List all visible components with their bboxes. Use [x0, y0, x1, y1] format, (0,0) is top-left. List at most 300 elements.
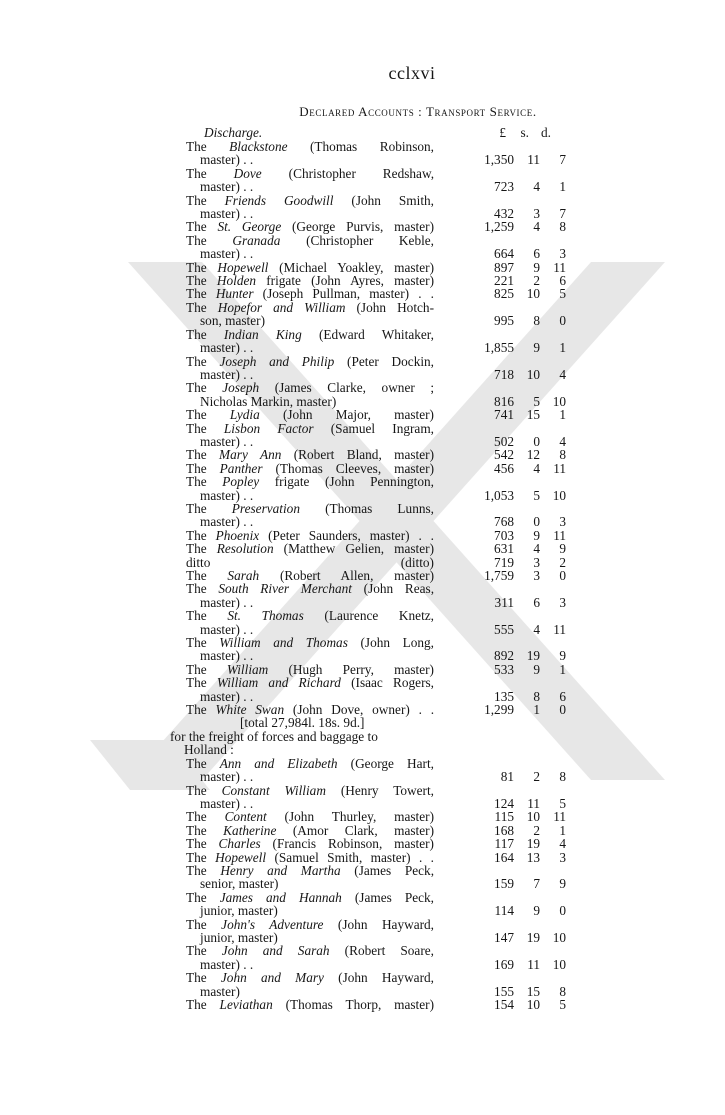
pounds-value: 542: [494, 447, 514, 463]
account-entry: [186, 636, 571, 663]
running-head: Declared Accounts : Transport Service.: [299, 104, 537, 119]
account-entry: [186, 328, 571, 355]
entry-detail: (Samuel Ingram,: [330, 420, 434, 436]
pence-value: 9: [559, 541, 566, 557]
account-entry: [186, 422, 571, 449]
account-entry: [186, 355, 571, 382]
entry-prefix: The: [186, 474, 207, 490]
entry-continuation: master) . .: [200, 152, 254, 168]
entry-detail: (John Smith,: [351, 192, 434, 208]
entry-description: [186, 529, 434, 542]
entry-description: [186, 220, 434, 233]
entry-detail: (John Hayward,: [338, 970, 434, 986]
entry-continuation: master) . .: [200, 621, 254, 637]
account-entry: [186, 381, 571, 408]
entry-detail: (James Peck,: [354, 889, 435, 905]
entry-amount: [434, 368, 571, 381]
pounds-value: 1,855: [484, 340, 514, 356]
entry-description: [186, 837, 434, 850]
entry-description: [186, 542, 434, 555]
entry-detail: (Peter Dockin,: [347, 353, 435, 369]
pounds-value: 1,299: [484, 702, 514, 718]
entry-prefix: The: [186, 661, 207, 677]
ship-name: White Swan: [215, 702, 285, 718]
entry-amount: [434, 287, 571, 300]
column-headers: [186, 126, 571, 140]
entry-detail: (Hugh Perry, master): [288, 661, 434, 677]
shillings-value: 4: [533, 179, 540, 195]
shillings-value: 8: [533, 688, 540, 704]
entry-amount: [434, 435, 571, 448]
entry-prefix: The: [186, 232, 207, 248]
pence-value: 8: [559, 219, 566, 235]
entry-description: [186, 636, 434, 663]
pounds-value: 114: [494, 903, 514, 919]
entry-detail: (Peter Saunders, master) . .: [268, 527, 435, 543]
pounds-header: £: [499, 125, 506, 140]
shillings-value: 9: [533, 259, 540, 275]
entry-detail: (Christopher Redshaw,: [288, 165, 435, 181]
pence-value: 3: [559, 849, 566, 865]
entry-detail: (John Hotch-: [356, 299, 435, 315]
entry-continuation: master) . .: [200, 179, 254, 195]
ship-name: Resolution: [216, 541, 274, 557]
entry-amount: [434, 770, 571, 783]
shillings-value: 0: [533, 433, 540, 449]
entry-detail: (Thomas Lunns,: [325, 500, 434, 516]
pounds-value: 719: [494, 554, 514, 570]
ship-name: Indian King: [223, 326, 302, 342]
account-entry: [186, 851, 571, 864]
pounds-value: 1,053: [484, 487, 514, 503]
entry-prefix: The: [186, 916, 207, 932]
entry-prefix: The: [186, 326, 207, 342]
pounds-value: 456: [494, 460, 514, 476]
entry-prefix: The: [186, 299, 207, 315]
shillings-value: 10: [526, 366, 540, 382]
entry-amount: [434, 851, 571, 864]
ship-name: Sarah: [227, 568, 260, 583]
entry-prefix: The: [186, 635, 207, 651]
pounds-value: 147: [494, 929, 514, 945]
entry-amount: [434, 462, 571, 475]
entry-description: [186, 944, 434, 971]
pence-value: 11: [553, 460, 566, 476]
entry-detail: (Joseph Pullman, master) . .: [262, 286, 434, 302]
account-entry: [186, 408, 571, 421]
pence-value: 1: [559, 661, 566, 677]
pounds-value: 995: [494, 313, 514, 329]
entry-description: [186, 274, 434, 287]
entry-amount: [434, 207, 571, 220]
pence-value: 11: [553, 527, 566, 543]
entry-continuation: master) . .: [200, 795, 254, 811]
entry-continuation: master) . .: [200, 648, 254, 664]
ship-name: Joseph: [222, 380, 260, 396]
entry-detail: (James Clarke, owner ;: [274, 380, 435, 396]
entry-amount: [434, 663, 571, 676]
ship-name: Constant William: [221, 782, 326, 798]
entry-description: [186, 287, 434, 300]
entry-amount: [434, 529, 571, 542]
account-entry: [186, 676, 571, 703]
shillings-value: 6: [533, 594, 540, 610]
entry-prefix: The: [186, 286, 207, 302]
entry-description: [186, 703, 434, 716]
pounds-value: 897: [494, 259, 514, 275]
entry-amount: [434, 556, 571, 569]
entry-description: [186, 355, 434, 382]
entry-amount: [434, 274, 571, 287]
account-entry: [186, 287, 571, 300]
entry-description: [186, 663, 434, 676]
account-entry: [186, 757, 571, 784]
ship-name: Friends Goodwill: [224, 192, 334, 208]
account-entry: [186, 301, 571, 328]
account-entry: [186, 194, 571, 221]
entry-description: [186, 462, 434, 475]
entry-detail: (Christopher Keble,: [306, 232, 435, 248]
entry-amount: [434, 180, 571, 193]
ship-name: Leviathan: [219, 997, 273, 1012]
entry-description: [186, 448, 434, 461]
entry-amount: [434, 958, 571, 971]
entry-description: [186, 569, 434, 582]
entry-prefix: The: [186, 836, 207, 852]
ship-name: William and Richard: [216, 675, 341, 691]
shillings-value: 0: [533, 514, 540, 530]
shillings-value: 15: [526, 407, 540, 423]
entry-amount: [434, 153, 571, 166]
pounds-value: 1,759: [484, 568, 514, 583]
entry-detail: (John Major, master): [282, 407, 434, 423]
pounds-value: 631: [494, 541, 514, 557]
entry-description: [186, 851, 434, 864]
pence-value: 9: [559, 876, 566, 892]
entry-detail: (John Dove, owner) . .: [292, 702, 435, 718]
entry-prefix: The: [186, 782, 207, 798]
pence-value: 8: [559, 447, 566, 463]
pounds-value: 168: [494, 822, 514, 838]
entry-description: [186, 864, 434, 891]
pounds-value: 115: [494, 809, 514, 825]
entry-amount: [434, 824, 571, 837]
entry-prefix: The: [186, 862, 207, 878]
entry-amount: [434, 596, 571, 609]
entry-prefix: The: [186, 608, 207, 624]
shillings-value: 4: [533, 541, 540, 557]
shillings-value: 2: [533, 769, 540, 785]
pounds-value: 154: [494, 997, 514, 1012]
pounds-value: 825: [494, 286, 514, 302]
entry-prefix: The: [186, 165, 207, 181]
pence-value: 10: [552, 956, 566, 972]
entry-amount: [434, 448, 571, 461]
section-heading-line-1: for the freight of forces and baggage to: [170, 728, 378, 744]
entries-group-2: [186, 757, 571, 1012]
pence-value: 11: [553, 809, 566, 825]
pounds-value: 816: [494, 393, 514, 409]
ship-name: James and Hannah: [219, 889, 342, 905]
entry-prefix: ditto (ditto): [186, 554, 434, 570]
pence-value: 7: [559, 206, 566, 222]
ship-name: South River Merchant: [218, 581, 352, 597]
ship-name: Hopefor and William: [217, 299, 346, 315]
shillings-value: 2: [533, 273, 540, 289]
entry-continuation: master) . .: [200, 594, 254, 610]
entry-detail: (Edward Whitaker,: [318, 326, 434, 342]
entry-amount: [434, 690, 571, 703]
account-entry: [186, 140, 571, 167]
shillings-value: 3: [533, 206, 540, 222]
ship-name: Blackstone: [229, 139, 288, 154]
entry-continuation: master) . .: [200, 340, 254, 356]
ship-name: Joseph and Philip: [219, 353, 335, 369]
account-entry: [186, 810, 571, 823]
entry-prefix: The: [186, 259, 207, 275]
shillings-value: 19: [526, 648, 540, 664]
pounds-value: 703: [494, 527, 514, 543]
entry-description: [186, 194, 434, 221]
pounds-value: 311: [494, 594, 514, 610]
entry-prefix: The: [186, 809, 207, 825]
ship-name: Phoenix: [215, 527, 260, 543]
entry-description: [186, 998, 434, 1011]
entry-prefix: The: [186, 568, 207, 583]
shillings-value: 6: [533, 246, 540, 262]
pence-value: 7: [559, 152, 566, 168]
pence-value: 1: [559, 822, 566, 838]
shillings-value: 10: [526, 997, 540, 1012]
pounds-value: 169: [494, 956, 514, 972]
pence-value: 9: [559, 648, 566, 664]
entry-description: [186, 301, 434, 328]
shillings-value: 9: [533, 903, 540, 919]
entry-detail: (John Long,: [360, 635, 435, 651]
entry-prefix: The: [186, 822, 207, 838]
account-entry: [186, 462, 571, 475]
entry-amount: [434, 408, 571, 421]
ship-name: William and Thomas: [219, 635, 348, 651]
pence-value: 3: [559, 246, 566, 262]
entry-detail: (Matthew Gelien, master): [283, 541, 435, 557]
pounds-value: 723: [494, 179, 514, 195]
entry-detail: (Thomas Robinson,: [309, 139, 434, 154]
shillings-value: 4: [533, 219, 540, 235]
pence-value: 8: [559, 769, 566, 785]
entry-description: [186, 891, 434, 918]
pounds-value: 159: [494, 876, 514, 892]
entry-prefix: The: [186, 541, 207, 557]
entry-detail: (George Hart,: [350, 755, 434, 771]
ship-name: Ann and Elizabeth: [219, 755, 338, 771]
entry-continuation: senior, master): [200, 876, 279, 892]
pence-value: 11: [553, 259, 566, 275]
shillings-value: 19: [526, 929, 540, 945]
entry-description: [186, 261, 434, 274]
entry-continuation: master) . .: [200, 514, 254, 530]
entry-continuation: master) . .: [200, 487, 254, 503]
shillings-value: 19: [526, 836, 540, 852]
pence-value: 10: [552, 393, 566, 409]
entry-description: [186, 475, 434, 502]
entry-amount: [434, 810, 571, 823]
shillings-value: 4: [533, 460, 540, 476]
entry-description: [186, 234, 434, 261]
pounds-value: 432: [494, 206, 514, 222]
entry-prefix: The: [186, 755, 207, 771]
shillings-value: 12: [526, 447, 540, 463]
entry-amount: [434, 569, 571, 582]
shillings-value: 1: [533, 702, 540, 718]
ship-name: Lydia: [229, 407, 260, 423]
account-entry: [186, 167, 571, 194]
entry-description: [186, 676, 434, 703]
account-entry: [186, 824, 571, 837]
pounds-value: 117: [494, 836, 514, 852]
ship-name: John and Mary: [220, 970, 324, 986]
entry-description: [186, 810, 434, 823]
account-entry: [186, 475, 571, 502]
pounds-value: 555: [494, 621, 514, 637]
entry-continuation: junior, master): [200, 929, 278, 945]
pounds-value: 155: [494, 983, 514, 999]
account-entry: [186, 220, 571, 233]
entry-detail: (Amor Clark, master): [292, 822, 434, 838]
pence-value: 3: [559, 514, 566, 530]
pounds-value: 741: [494, 407, 514, 423]
entry-prefix: The: [186, 460, 207, 476]
ship-name: Panther: [219, 460, 263, 476]
entry-continuation: master) . .: [200, 366, 254, 382]
shillings-value: 11: [527, 795, 540, 811]
pence-value: 6: [559, 273, 566, 289]
shillings-value: 3: [533, 554, 540, 570]
pence-value: 5: [559, 997, 566, 1012]
ship-name: Holden: [216, 273, 257, 289]
account-entry: [186, 663, 571, 676]
pence-value: 11: [553, 621, 566, 637]
pounds-value: 1,259: [484, 219, 514, 235]
pence-value: 2: [559, 554, 566, 570]
entry-description: [186, 381, 434, 408]
entry-description: [186, 971, 434, 998]
shillings-value: 9: [533, 340, 540, 356]
account-entry: [186, 918, 571, 945]
ship-name: John and Sarah: [221, 943, 330, 959]
entry-amount: [434, 931, 571, 944]
entry-continuation: son, master): [200, 313, 265, 329]
ship-name: Katherine: [223, 822, 277, 838]
entry-continuation: master) . .: [200, 246, 254, 262]
ship-name: Mary Ann: [219, 447, 282, 463]
ship-name: Preservation: [231, 500, 300, 516]
pounds-value: 664: [494, 246, 514, 262]
ship-name: Popley: [222, 474, 260, 490]
account-entry: [186, 448, 571, 461]
entry-continuation: master) . .: [200, 956, 254, 972]
entry-description: [186, 408, 434, 421]
pence-value: 4: [559, 366, 566, 382]
entry-detail: (Laurence Knetz,: [324, 608, 435, 624]
account-entry: [186, 784, 571, 811]
account-entry: [186, 556, 571, 569]
entry-amount: [434, 703, 571, 716]
pence-value: 6: [559, 688, 566, 704]
pounds-value: 892: [494, 648, 514, 664]
shillings-value: 13: [526, 849, 540, 865]
shillings-value: 2: [533, 822, 540, 838]
account-entry: [186, 261, 571, 274]
pounds-value: 533: [494, 661, 514, 677]
entry-detail: (Samuel Smith, master) . .: [274, 849, 434, 865]
entry-prefix: The: [186, 702, 207, 718]
entry-prefix: The: [186, 943, 207, 959]
shillings-value: 11: [527, 152, 540, 168]
entry-detail: (Henry Towert,: [340, 782, 434, 798]
entry-prefix: The: [186, 192, 207, 208]
account-entry: [186, 569, 571, 582]
entry-description: [186, 328, 434, 355]
account-table: [170, 125, 571, 1012]
pence-value: 5: [559, 795, 566, 811]
entry-detail: (Michael Yoakley, master): [279, 259, 434, 275]
entry-prefix: The: [186, 353, 207, 369]
account-entry: [186, 542, 571, 555]
account-entry: [186, 609, 571, 636]
entry-prefix: The: [186, 420, 207, 436]
entry-detail: frigate (John Pennington,: [274, 474, 434, 490]
entry-amount: [434, 341, 571, 354]
entry-amount: [434, 220, 571, 233]
pence-value: 1: [559, 340, 566, 356]
pence-value: 10: [552, 487, 566, 503]
ship-name: Henry and Martha: [220, 862, 341, 878]
entry-detail: frigate (John Ayres, master): [266, 273, 435, 289]
ship-name: John's Adventure: [221, 916, 324, 932]
entry-description: [186, 556, 434, 569]
shillings-value: 10: [526, 286, 540, 302]
entry-detail: (John Reas,: [363, 581, 435, 597]
entry-continuation: master) . .: [200, 688, 254, 704]
entry-prefix: The: [186, 849, 207, 865]
pounds-value: 164: [494, 849, 514, 865]
shillings-value: 9: [533, 661, 540, 677]
entry-continuation: junior, master): [200, 903, 278, 919]
pence-value: 3: [559, 594, 566, 610]
ship-name: St. Thomas: [227, 608, 304, 624]
ship-name: Hunter: [215, 286, 254, 302]
entry-amount: [434, 904, 571, 917]
entry-prefix: The: [186, 219, 207, 235]
entry-detail: (John Thurley, master): [284, 809, 435, 825]
entry-amount: [434, 247, 571, 260]
section-heading: [170, 730, 571, 757]
shillings-value: 8: [533, 313, 540, 329]
entry-continuation: master) . .: [200, 206, 254, 222]
entry-detail: (John Hayward,: [337, 916, 435, 932]
ship-name: Granada: [232, 232, 281, 248]
entry-detail: (Robert Allen, master): [279, 568, 435, 583]
entry-prefix: The: [186, 889, 207, 905]
entry-detail: (Robert Bland, master): [293, 447, 435, 463]
section-label: Discharge.: [204, 125, 263, 140]
shillings-value: 15: [526, 983, 540, 999]
shillings-value: 5: [533, 393, 540, 409]
entry-detail: (George Purvis, master): [292, 219, 434, 235]
pounds-value: 135: [494, 688, 514, 704]
entry-prefix: The: [186, 273, 207, 289]
